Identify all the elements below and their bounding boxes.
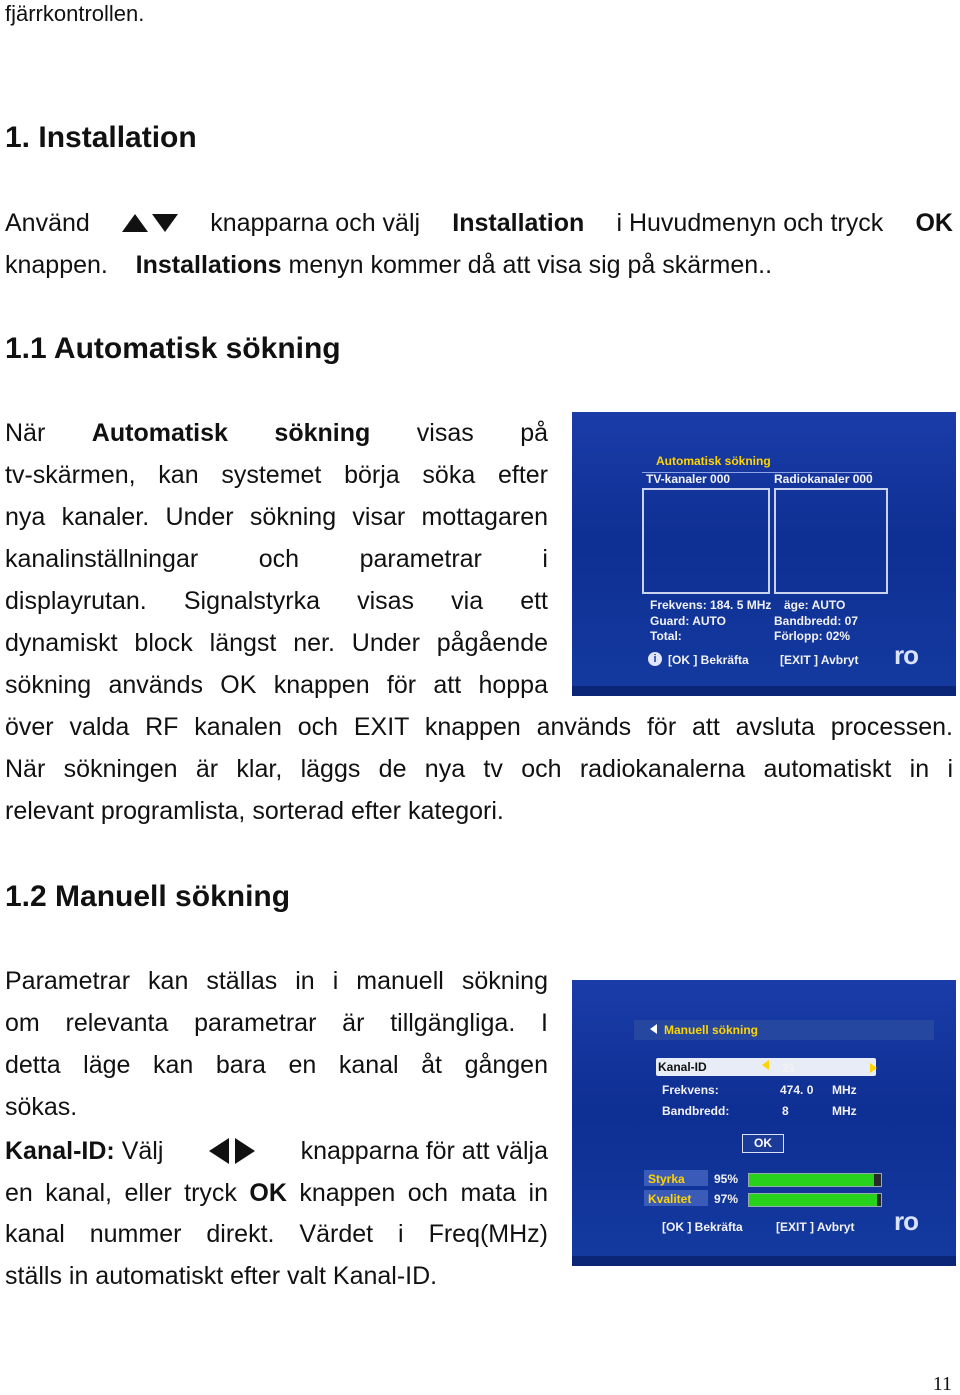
- frequency-unit: MHz: [832, 1083, 857, 1097]
- up-down-arrows-icon: [122, 214, 178, 232]
- text: knapparna för att välja: [300, 1137, 548, 1165]
- screen-title: Automatisk sökning: [656, 454, 771, 468]
- auto-search-screenshot: [572, 412, 956, 696]
- radio-channel-list-box: [774, 488, 888, 594]
- bold-term: OK: [249, 1179, 287, 1207]
- auto-line-1: [5, 412, 548, 454]
- auto-line-2: tv-skärmen, kan systemet börja söka efter: [5, 461, 548, 489]
- text: knappen.: [5, 251, 108, 279]
- manual-line-3: detta läge kan bara en kanal åt gången: [5, 1051, 548, 1079]
- manual-search-screenshot: [572, 980, 956, 1266]
- bandwidth-unit: MHz: [832, 1104, 857, 1118]
- text: knappen och mata in: [299, 1179, 549, 1207]
- tv-channels-label: TV-kanaler 000: [646, 472, 731, 486]
- auto-line-4: kanalinställningar och parametrar i: [5, 545, 548, 573]
- auto-line-9: När sökningen är klar, läggs de nya tv och radiokanalerna automatiskt in i: [5, 755, 953, 783]
- page-number: 11: [932, 1373, 952, 1395]
- frequency-label: Frekvens:: [662, 1083, 719, 1097]
- guard-readout: Guard: AUTO: [650, 614, 727, 628]
- manual-line-5: [5, 1130, 548, 1172]
- auto-line-10: relevant programlista, sorterad efter kategori.: [5, 797, 504, 825]
- radio-channels-label: Radiokanaler 000: [774, 472, 873, 486]
- heading-installation: 1. Installation: [5, 121, 197, 154]
- manual-line-6: [5, 1172, 548, 1214]
- increase-arrow-icon[interactable]: [870, 1063, 877, 1073]
- quality-bar: [748, 1193, 882, 1207]
- bandwidth-label: Bandbredd:: [662, 1104, 730, 1118]
- bold-term: Kanal-ID:: [5, 1137, 115, 1165]
- ok-button[interactable]: OK: [742, 1134, 784, 1153]
- top-fragment: fjärrkontrollen.: [5, 1, 145, 26]
- quality-value: 97%: [714, 1192, 739, 1206]
- text: visas på: [416, 419, 549, 447]
- text: i Huvudmenyn och tryck: [616, 209, 884, 237]
- text: När: [5, 419, 46, 447]
- brand-logo: ro: [894, 640, 918, 670]
- strength-bar-fill: [749, 1174, 874, 1186]
- auto-line-8: över valda RF kanalen och EXIT knappen används för att avsluta processen.: [5, 713, 953, 741]
- bold-term: Installations: [135, 251, 282, 279]
- manual-line-2: om relevanta parametrar är tillgängliga. I: [5, 1009, 548, 1037]
- auto-line-7: sökning används OK knappen för att hoppa: [5, 671, 548, 699]
- brand-logo: ro: [894, 1206, 918, 1236]
- installation-line-2: [5, 244, 772, 286]
- text: knapparna och välj: [210, 209, 421, 237]
- text: Använd: [5, 209, 90, 237]
- manual-line-1: Parametrar kan ställas in i manuell sökning: [5, 967, 548, 995]
- frequency-readout: Frekvens: 184. 5 MHz: [650, 598, 772, 612]
- heading-automatisk-sokning: 1.1 Automatisk sökning: [5, 332, 341, 365]
- quality-bar-fill: [749, 1194, 877, 1206]
- manual-line-7: kanal nummer direkt. Värdet i Freq(MHz): [5, 1220, 548, 1248]
- ok-confirm-hint: [OK ] Bekräfta: [668, 653, 749, 667]
- bandwidth-readout: Bandbredd: 07: [774, 614, 859, 628]
- screen-title: Manuell sökning: [664, 1023, 759, 1037]
- text: en kanal, eller tryck: [5, 1179, 237, 1207]
- kanal-id-value: 21: [782, 1061, 796, 1075]
- strength-bar: [748, 1173, 882, 1187]
- strength-value: 95%: [714, 1172, 739, 1186]
- bandwidth-value: 8: [782, 1104, 789, 1118]
- bold-term: Automatisk sökning: [91, 419, 371, 447]
- frequency-value: 474. 0: [780, 1083, 814, 1097]
- decrease-arrow-icon[interactable]: [762, 1060, 769, 1070]
- mode-readout: äge: AUTO: [784, 598, 846, 612]
- quality-label: Kvalitet: [648, 1192, 692, 1206]
- exit-cancel-hint: [EXIT ] Avbryt: [776, 1220, 855, 1234]
- text: Välj: [121, 1137, 164, 1165]
- tv-channel-list-box: [642, 488, 770, 594]
- ok-confirm-hint: [OK ] Bekräfta: [662, 1220, 743, 1234]
- bold-term: Installation: [452, 209, 585, 237]
- auto-line-3: nya kanaler. Under sökning visar mottagaren: [5, 503, 548, 531]
- bold-term: OK: [915, 209, 953, 237]
- installation-line-1: [5, 202, 953, 244]
- manual-line-8: ställs in automatiskt efter valt Kanal-ID.: [5, 1262, 438, 1290]
- strength-label: Styrka: [648, 1172, 685, 1186]
- auto-line-5: displayrutan. Signalstyrka visas via ett: [5, 587, 548, 615]
- heading-manuell-sokning: 1.2 Manuell sökning: [5, 880, 291, 913]
- text: menyn kommer då att visa sig på skärmen..: [288, 251, 773, 279]
- auto-line-6: dynamiskt block längst ner. Under pågående: [5, 629, 548, 657]
- exit-cancel-hint: [EXIT ] Avbryt: [780, 653, 859, 667]
- manual-line-4: sökas.: [5, 1093, 78, 1121]
- back-arrow-icon: [650, 1024, 657, 1034]
- progress-readout: Förlopp: 02%: [774, 629, 851, 643]
- total-readout: Total:: [650, 629, 682, 643]
- kanal-id-label: Kanal-ID: [658, 1060, 707, 1074]
- info-icon: i: [648, 652, 662, 666]
- left-right-arrows-icon: [209, 1138, 255, 1164]
